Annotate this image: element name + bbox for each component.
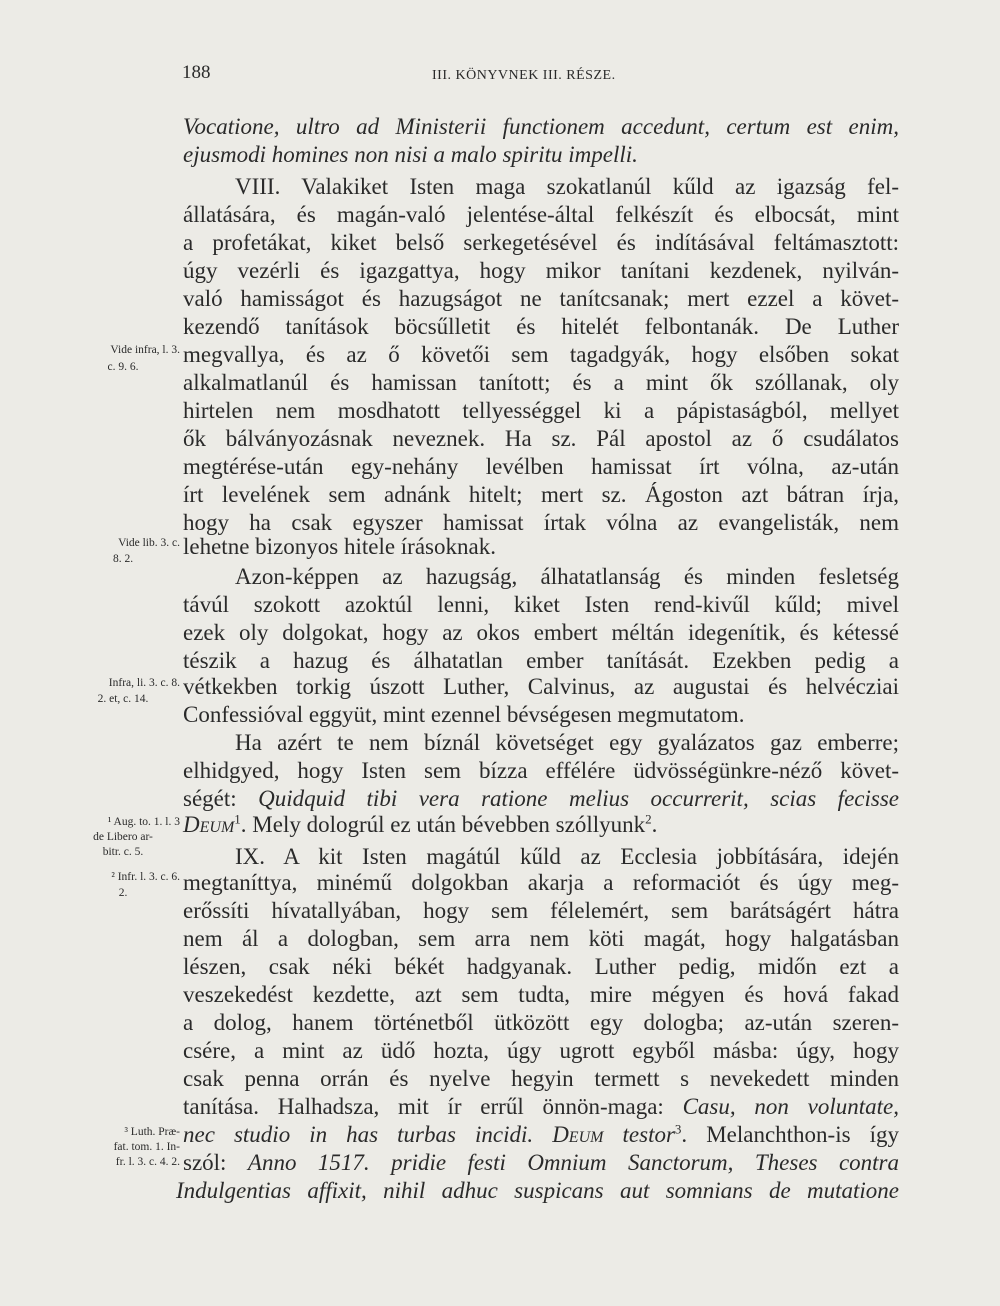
text-run: szól: xyxy=(183,1150,248,1175)
text-run: . Melanchthon-is így xyxy=(681,1122,899,1147)
margin-note: 2. et, c. 14. xyxy=(97,693,149,705)
text-line: tészik a hazug és álhatatlan ember tanítását. Ezekben pedig a xyxy=(183,648,899,673)
text-line: állatására, és magán-való jelentése-által felkészít és elbocsát, mint xyxy=(183,202,899,227)
text-line: csére, a mint az üdő hozta, úgy ugrott egyből másba: úgy, hogy xyxy=(183,1038,899,1063)
text-line: megvallya, és az ő követői sem tagadgyák, hogy elsőben sokat xyxy=(183,342,899,367)
text-line: ejusmodi homines non nisi a malo spiritu impelli. xyxy=(183,142,638,167)
margin-note: fat. tom. 1. In- xyxy=(113,1141,180,1153)
text-line: csak penna orrán és nyelve hegyin termett s nevekedett minden xyxy=(183,1066,899,1091)
margin-note: Infra, li. 3. c. 8. xyxy=(108,677,180,689)
margin-note: ² Infr. l. 3. c. 6. xyxy=(111,871,180,883)
text-run: . xyxy=(651,812,658,837)
text-line: vétkekben torkig úszott Luther, Calvinus, az augustai és helvécziai xyxy=(183,674,899,699)
text-line xyxy=(183,1149,899,1177)
deum-word: Deum xyxy=(183,812,235,837)
margin-note: 8. 2. xyxy=(112,553,134,565)
margin-note: Vide lib. 3. c. xyxy=(118,537,180,549)
text-line: ők bálványozásnak neveznek. Ha sz. Pál apostol az ő csudálatos xyxy=(183,426,899,451)
text-line: a dolog, hanem történetből ütközött egy dologba; az-után szeren- xyxy=(183,1010,899,1035)
page-header xyxy=(182,62,902,92)
text-line: nem ál a dologban, sem arra nem köti magát, hogy halgatásban xyxy=(183,926,899,951)
text-line: távúl szokott azoktúl lenni, kiket Isten rend-kivűl kűld; mivel xyxy=(183,592,899,617)
latin-quote: Anno 1517. pridie festi Omnium Sanctorum, Theses contra xyxy=(247,1150,899,1175)
margin-note: ³ Luth. Præ- xyxy=(124,1126,180,1138)
text-line: kezendő tanítások böcsűlletit és hitelét felbontanák. De Luther xyxy=(183,314,899,339)
text-line xyxy=(183,1093,899,1121)
margin-note: fr. l. 3. c. 4. 2. xyxy=(115,1156,180,1168)
text-line xyxy=(183,1121,899,1149)
text-line: ezek oly dolgokat, hogy az okos embert méltán idegenítik, és kétessé xyxy=(183,620,899,645)
text-line: a profetákat, kiket belső serkegetésével és indításával feltámasztott: xyxy=(183,230,899,255)
text-line: Vocatione, ultro ad Ministerii functionem accedunt, certum est enim, xyxy=(183,114,899,139)
latin-quote: Quidquid tibi vera ratione melius occurrerit, scias fecisse xyxy=(258,786,899,811)
text-line: veszekedést kezdette, azt sem tudta, mire mégyen és hová fakad xyxy=(183,982,899,1007)
text-line xyxy=(183,785,899,813)
margin-note: Vide infra, l. 3. xyxy=(110,344,180,356)
margin-note: 2. xyxy=(118,887,128,899)
text-line: Confessióval eggyüt, mint ezennel bévségesen megmutatom. xyxy=(183,702,745,727)
text-line: alkalmatlanúl és hamissan tanított; és a mint ők szóllanak, oly xyxy=(183,370,899,395)
text-run: . Mely dologrúl ez után bévebben szóllyunk xyxy=(240,812,646,837)
text-line: IX. A kit Isten magátúl kűld az Ecclesia jobbítására, idején xyxy=(235,844,899,869)
text-run: ségét: xyxy=(183,786,259,811)
text-line: lészen, csak néki békét hadgyanak. Luther pedig, midőn ezt a xyxy=(183,954,899,979)
margin-note: bitr. c. 5. xyxy=(102,846,144,858)
text-line: való hamisságot és hazugságot ne tanítcsanak; mert ezzel a követ- xyxy=(183,286,899,311)
text-line xyxy=(183,811,899,839)
text-line: Indulgentias affixit, nihil adhuc suspicans aut somnians de mutatione xyxy=(176,1178,899,1203)
margin-note: ¹ Aug. to. 1. l. 3 xyxy=(107,816,180,828)
latin-quote: testor xyxy=(603,1122,675,1147)
text-run: tanítása. Halhadsza, mit ír errűl önnön-maga: xyxy=(183,1094,683,1119)
footnote-ref: 1 xyxy=(234,811,241,827)
text-line: megtérése-után egy-nehány levélben hamissat írt vólna, az-után xyxy=(183,454,899,479)
text-line: elhidgyed, hogy Isten sem bízza effélére üdvösségünkre-néző követ- xyxy=(183,758,899,783)
deum-word: Deum xyxy=(552,1122,604,1147)
text-line: úgy vezérli és igazgattya, hogy mikor tanítani kezdenek, nyilván- xyxy=(183,258,899,283)
margin-note: c. 9. 6. xyxy=(107,361,139,373)
footnote-ref: 2 xyxy=(645,811,652,827)
latin-quote: nec studio in has turbas incidi. xyxy=(183,1122,553,1147)
text-line: Azon-képpen az hazugság, álhatatlanság és minden fesletség xyxy=(235,564,899,589)
text-line: hogy ha csak egyszer hamissat írtak vólna az evangelisták, nem xyxy=(183,510,899,535)
footnote-ref: 3 xyxy=(674,1121,682,1137)
latin-quote: Casu, non voluntate, xyxy=(682,1094,899,1119)
running-title: III. KÖNYVNEK III. RÉSZE. xyxy=(432,68,616,83)
text-line: hirtelen nem mosdhatott tellyességgel ki a pápistaságból, mellyet xyxy=(183,398,899,423)
text-line: írt levelének sem adnánk hitelt; mert sz. Ágoston azt bátran írja, xyxy=(183,482,899,507)
text-line: VIII. Valakiket Isten maga szokatlanúl kűld az igazság fel- xyxy=(235,174,899,199)
page-number: 188 xyxy=(182,62,211,83)
margin-note: de Libero ar- xyxy=(93,831,153,843)
text-line: Ha azért te nem bíznál követséget egy gyalázatos gaz emberre; xyxy=(235,730,899,755)
text-line: lehetne bizonyos hitele írásoknak. xyxy=(183,534,496,559)
text-line: megtaníttya, minémű dolgokban akarja a reformaciót és úgy meg- xyxy=(183,870,899,895)
text-line: erőssíti hívatallyában, hogy sem félelemért, sem barátságért hátra xyxy=(183,898,899,923)
